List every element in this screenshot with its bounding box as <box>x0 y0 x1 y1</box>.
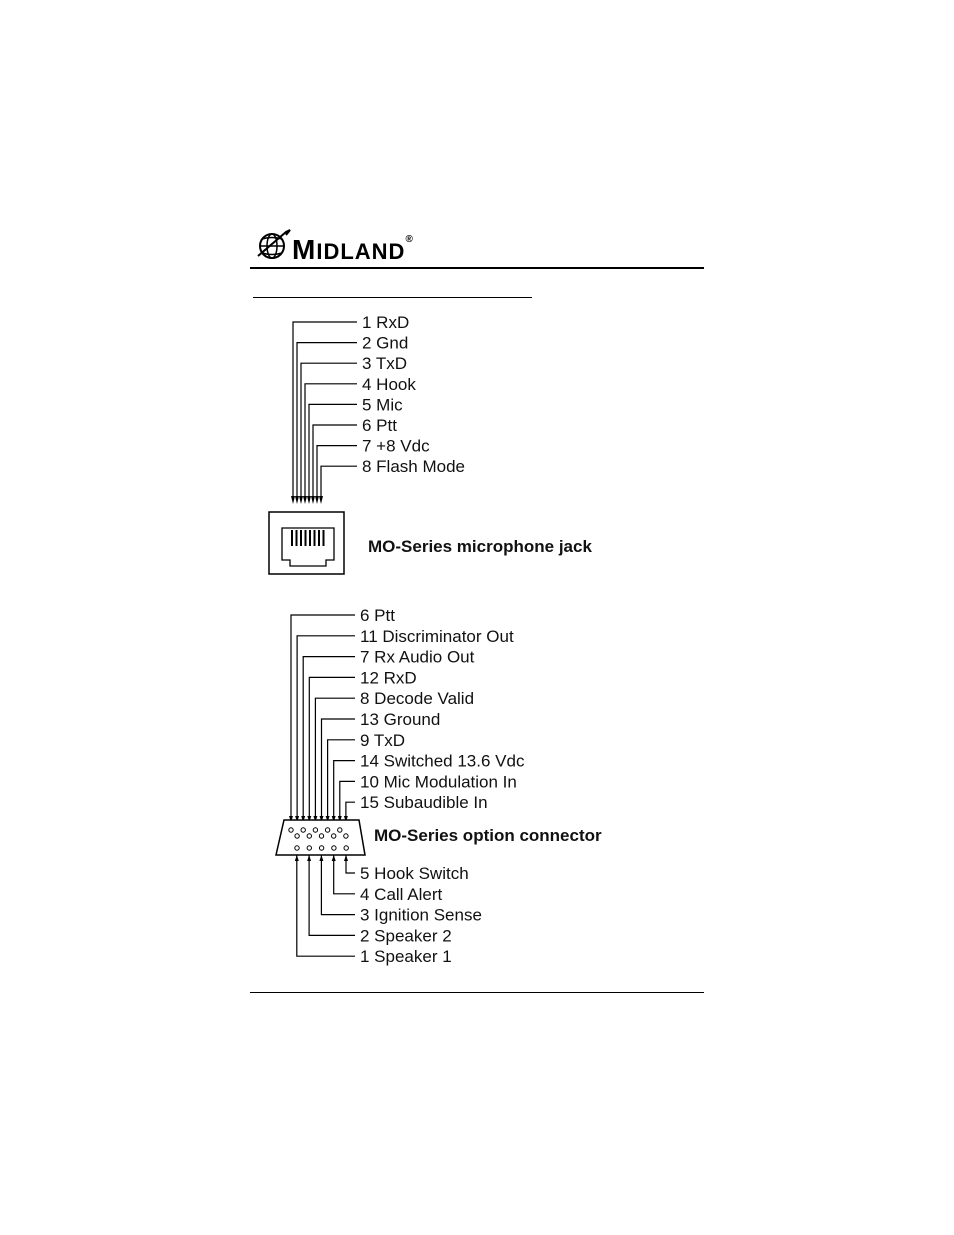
connector-pin-hole <box>344 846 348 850</box>
connector-pin-hole <box>307 846 311 850</box>
mic-pin-wire <box>321 466 357 500</box>
option-bottom-wire <box>309 855 355 935</box>
mic-pin-arrow <box>291 496 295 504</box>
mic-pin-label: 5 Mic <box>362 395 403 415</box>
option-bottom-label: 1 Speaker 1 <box>360 947 452 967</box>
option-bottom-label: 2 Speaker 2 <box>360 926 452 946</box>
mic-pin-arrow <box>315 496 319 504</box>
connector-pin-hole <box>295 846 299 850</box>
connector-pin-hole <box>313 828 317 832</box>
mic-pin-arrow <box>307 496 311 504</box>
connector-pin-hole <box>332 846 336 850</box>
mic-pin-wire <box>309 404 357 500</box>
option-top-wire <box>322 719 356 822</box>
connector-pin-hole <box>307 834 311 838</box>
option-bottom-arrow <box>332 855 336 861</box>
option-bottom-arrow <box>295 855 299 861</box>
option-bottom-wire <box>346 855 355 873</box>
option-top-wire <box>334 761 355 822</box>
mic-pin-label: 4 Hook <box>362 374 416 394</box>
option-bottom-wire <box>321 855 355 915</box>
connector-pin-hole <box>338 828 342 832</box>
option-top-label: 10 Mic Modulation In <box>360 772 517 792</box>
connector-pin-hole <box>332 834 336 838</box>
option-top-label: 11 Discriminator Out <box>360 626 514 646</box>
logo-letter: M <box>292 234 317 265</box>
mic-pin-label: 3 TxD <box>362 354 408 374</box>
mic-pin-wire <box>317 446 357 500</box>
option-bottom-arrow <box>307 855 311 861</box>
mic-pin-label: 7 +8 Vdc <box>362 436 430 456</box>
mic-pin-arrow <box>303 496 307 504</box>
option-bottom-label: 4 Call Alert <box>360 884 443 904</box>
mic-pin-label: 8 Flash Mode <box>362 457 465 477</box>
mic-pin-label: 1 RxD <box>362 313 410 332</box>
registered-mark: ® <box>405 234 414 245</box>
option-top-label: 13 Ground <box>360 710 441 729</box>
option-top-label: 9 TxD <box>360 730 406 750</box>
connector-pin-hole <box>301 828 305 832</box>
option-top-label: 8 Decode Valid <box>360 689 475 709</box>
option-top-label: 15 Subaudible In <box>360 793 488 813</box>
mic-pinout <box>291 313 465 504</box>
mic-pin-wire <box>293 322 357 500</box>
option-top-wire <box>309 677 355 822</box>
mic-pin-arrow <box>319 496 323 504</box>
mic-pin-label: 2 Gnd <box>362 333 409 353</box>
connector-pin-hole <box>325 828 329 832</box>
mic-jack-title: MO-Series microphone jack <box>368 537 592 556</box>
option-pinout <box>289 606 525 966</box>
option-bottom-arrow <box>319 855 323 861</box>
connector-pin-hole <box>319 834 323 838</box>
option-bottom-label: 5 Hook Switch <box>360 864 469 883</box>
option-bottom-label: 3 Ignition Sense <box>360 905 482 925</box>
option-top-label: 14 Switched 13.6 Vdc <box>360 751 525 771</box>
mic-pin-label: 6 Ptt <box>362 416 397 435</box>
connector-pin-hole <box>344 834 348 838</box>
connector-pin-hole <box>319 846 323 850</box>
option-top-wire <box>346 802 355 822</box>
brand-name: IDLAND <box>316 239 406 264</box>
option-top-wire <box>297 636 355 822</box>
rj45-jack-icon <box>269 512 344 574</box>
mic-pin-wire <box>297 343 357 500</box>
option-connector-title: MO-Series option connector <box>374 826 602 845</box>
mic-pin-arrow <box>299 496 303 504</box>
option-top-label: 12 RxD <box>360 668 417 688</box>
mic-pin-arrow <box>295 496 299 504</box>
mic-pin-wire <box>313 425 357 500</box>
option-top-label: 7 Rx Audio Out <box>360 647 475 667</box>
option-top-label: 6 Ptt <box>360 606 395 625</box>
connector-pin-hole <box>295 834 299 838</box>
mic-pin-arrow <box>311 496 315 504</box>
option-bottom-arrow <box>344 855 348 861</box>
db15-connector-icon <box>276 820 365 855</box>
connector-pin-hole <box>289 828 293 832</box>
